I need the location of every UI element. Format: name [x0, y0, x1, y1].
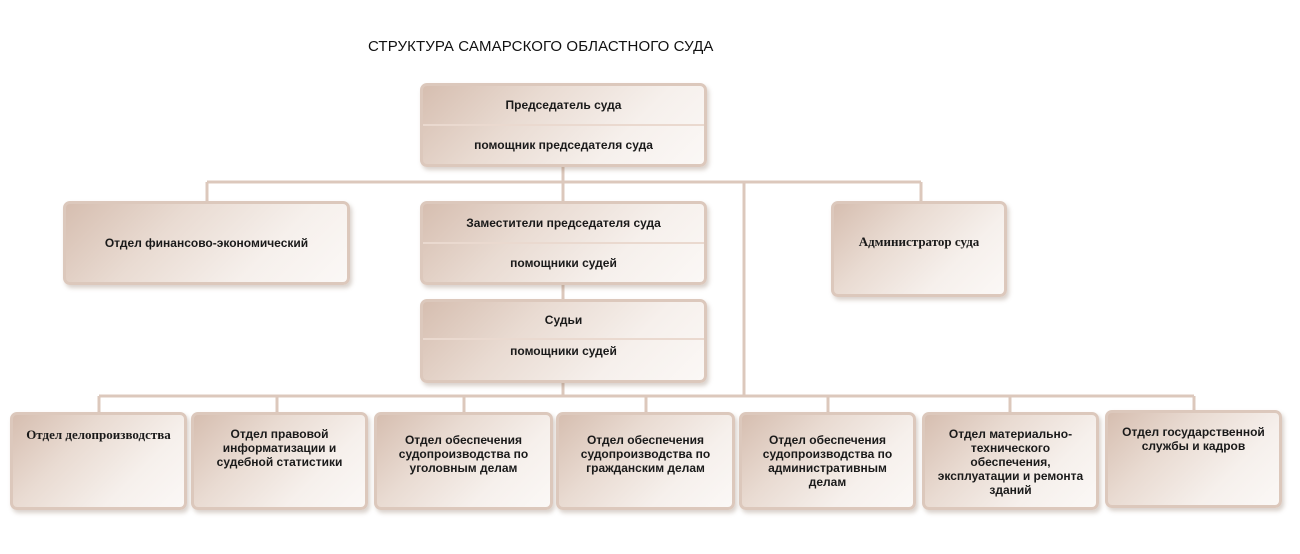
finance-department-box — [63, 201, 350, 285]
department-box-logistics — [922, 412, 1099, 510]
chairman-title: Председатель суда — [423, 86, 704, 126]
chairman-assistant: помощник председателя суда — [474, 138, 653, 152]
judges-box — [420, 299, 707, 383]
department-label: Отдел обеспечения судопроизводства по административным делам — [762, 433, 893, 489]
department-box-personnel — [1105, 410, 1282, 508]
department-box-records — [10, 412, 187, 510]
department-box-informatization — [191, 412, 368, 510]
deputies-assistant: помощники судей — [510, 256, 617, 270]
department-label: Отдел правовой информатизации и судебной статистики — [216, 427, 343, 469]
department-label: Отдел государственной службы и кадров — [1122, 425, 1265, 453]
chart-title: СТРУКТУРА САМАРСКОГО ОБЛАСТНОГО СУДА — [368, 38, 714, 55]
finance-department-label: Отдел финансово-экономический — [104, 236, 309, 250]
chairman-box — [420, 83, 707, 167]
department-box-civil — [556, 412, 735, 510]
department-label: Отдел материально-технического обеспечения, эксплуатации и ремонта зданий — [937, 427, 1084, 497]
deputies-box — [420, 201, 707, 285]
deputies-title: Заместители председателя суда — [423, 204, 704, 244]
department-box-administrative — [739, 412, 916, 510]
department-label: Отдел делопроизводства — [26, 427, 171, 442]
administrator-label: Администратор суда — [858, 234, 980, 249]
department-label: Отдел обеспечения судопроизводства по уголовным делам — [398, 433, 529, 475]
judges-assistant: помощники судей — [510, 344, 617, 358]
department-label: Отдел обеспечения судопроизводства по гражданским делам — [580, 433, 711, 475]
administrator-box — [831, 201, 1007, 297]
judges-title: Судьи — [423, 302, 704, 340]
department-box-criminal — [374, 412, 553, 510]
